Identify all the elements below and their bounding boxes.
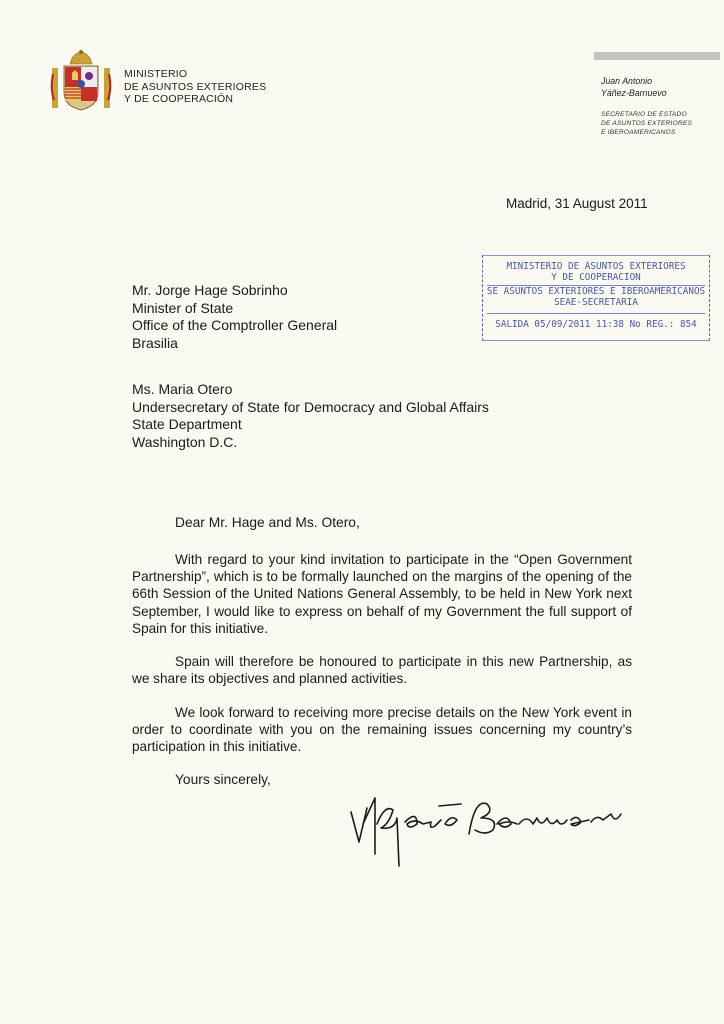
- letter-date: Madrid, 31 August 2011: [506, 196, 648, 211]
- sender-name: [601, 75, 667, 99]
- ministry-name: [124, 68, 266, 106]
- ministry-line: DE ASUNTOS EXTERIORES: [124, 80, 267, 93]
- address-line: Undersecretary of State for Democracy and Global Affairs: [132, 398, 489, 415]
- sender-title-line: DE ASUNTOS EXTERIORES: [601, 120, 693, 127]
- recipient-address-1: [132, 282, 337, 352]
- stamp-line: SALIDA 05/09/2011 11:38 No REG.: 854: [495, 319, 697, 330]
- stamp-line: MINISTERIO DE ASUNTOS EXTERIORES: [506, 261, 686, 272]
- recipient-address-2: [132, 381, 489, 451]
- sender-title-line: E IBEROAMERICANOS: [601, 129, 676, 136]
- address-line: State Department: [132, 416, 242, 432]
- registry-stamp: [482, 255, 710, 341]
- sender-name-line: Yáñez-Barnuevo: [601, 88, 667, 98]
- address-line: Ms. Maria Otero: [132, 381, 233, 397]
- body-paragraph: Spain will therefore be honoured to participate in this new Partnership, as we share its objectives and planned activities.: [132, 654, 632, 687]
- address-line: Mr. Jorge Hage Sobrinho: [132, 282, 288, 298]
- address-line: Washington D.C.: [132, 433, 238, 450]
- coat-of-arms-icon: [50, 48, 112, 116]
- stamp-rule: [487, 313, 705, 314]
- sender-title: [601, 110, 692, 137]
- signature: [345, 784, 645, 874]
- sender-name-line: Juan Antonio: [601, 76, 653, 86]
- body-paragraph: We look forward to receiving more precise details on the New York event in order to coordinate with you on the remaining issues concerning my country’s participation in this initiative.: [132, 705, 632, 755]
- ministry-line: Y DE COOPERACIÓN: [124, 93, 234, 105]
- salutation: Dear Mr. Hage and Ms. Otero,: [175, 515, 360, 530]
- stamp-line: SE ASUNTOS EXTERIORES E IBEROAMERICANOS: [486, 286, 706, 297]
- ministry-line: MINISTERIO: [124, 68, 188, 80]
- stamp-line: Y DE COOPERACION: [551, 272, 641, 283]
- closing: Yours sincerely,: [175, 772, 271, 787]
- address-line: Brasilia: [132, 334, 178, 351]
- sender-title-line: SECRETARIO DE ESTADO: [601, 111, 687, 118]
- body-paragraph: With regard to your kind invitation to participate in the “Open Government Partnership”, which is to be formally launched on the margins of the opening of the 66th Session of the United Nations General Assembly, to be held in New York next September, I would like to express on behalf of my Government the full support of Spain for this initiative.: [132, 552, 632, 636]
- address-line: Office of the Comptroller General: [132, 317, 338, 333]
- stamp-line: SEAE-SECRETARIA: [554, 297, 638, 308]
- address-line: Minister of State: [132, 299, 234, 316]
- letterhead-bar: [594, 52, 720, 60]
